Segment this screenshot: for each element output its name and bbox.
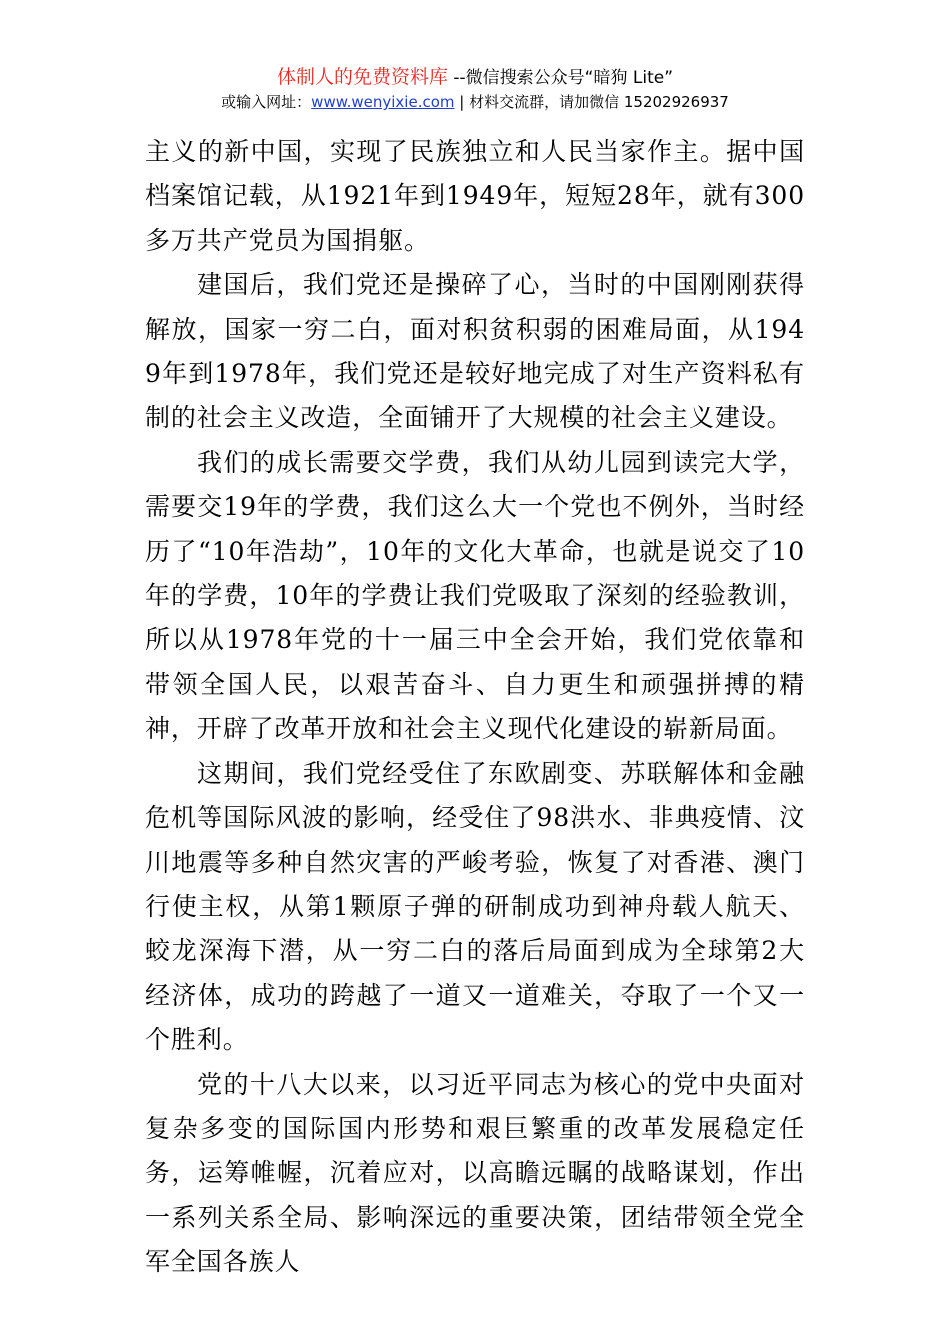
header-line-1: [0, 64, 950, 91]
paragraph-4: 这期间，我们党经受住了东欧剧变、苏联解体和金融危机等国际风波的影响，经受住了98洪水、非典疫情、汶川地震等多种自然灾害的严峻考验，恢复了对香港、澳门行使主权，从第1颗原子弹的研制成功到神舟载人航天、蛟龙深海下潜，从一穷二白的落后局面到成为全球第2大经济体，成功的跨越了一道又一道难关，夺取了一个又一个胜利。: [145, 758, 805, 1055]
paragraph-1: 主义的新中国，实现了民族独立和人民当家作主。据中国档案馆记载，从1921年到1949年，短短28年，就有300多万共产党员为国捐躯。: [145, 137, 805, 255]
paragraph-5: 党的十八大以来，以习近平同志为核心的党中央面对复杂多变的国际国内形势和艰巨繁重的改革发展稳定任务，运筹帷幄，沉着应对，以高瞻远瞩的战略谋划，作出一系列关系全局、影响深远的重要决策，团结带领全党全军全国各族人: [145, 1069, 805, 1277]
url-prefix: 或输入网址：: [221, 93, 312, 111]
paragraph-3: 我们的成长需要交学费，我们从幼儿园到读完大学，需要交19年的学费，我们这么大一个党也不例外，当时经历了“10年浩劫”，10年的文化大革命，也就是说交了10年的学费，10年的学费让我们党吸取了深刻的经验教训，所以从1978年党的十一届三中全会开始，我们党依靠和带领全国人民，以艰苦奋斗、自力更生和顽强拼搏的精神，开辟了改革开放和社会主义现代化建设的崭新局面。: [145, 447, 805, 744]
header-line-2: [0, 91, 950, 113]
document-body: [145, 130, 805, 1285]
header-tagline: --微信搜索公众号“暗狗 Lite”: [448, 68, 674, 88]
brand-title: 体制人的免费资料库: [276, 66, 448, 88]
paragraph-2: 建国后，我们党还是操碎了心，当时的中国刚刚获得解放，国家一穷二白，面对积贫积弱的困难局面，从1949年到1978年，我们党还是较好地完成了对生产资料私有制的社会主义改造，全面铺开了大规模的社会主义建设。: [145, 270, 805, 433]
website-link[interactable]: www.wenyixie.com: [311, 93, 455, 111]
page-header: [0, 64, 950, 113]
header-contact: | 材料交流群，请加微信 15202926937: [454, 93, 729, 111]
